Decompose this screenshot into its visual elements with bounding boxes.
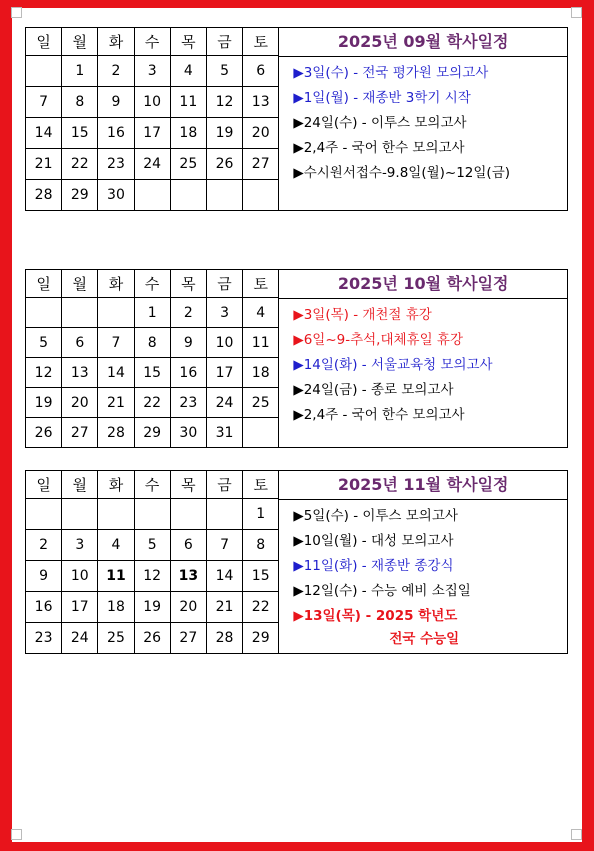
calendar-day-cell: 18 (98, 592, 134, 623)
calendar-day-cell: 3 (134, 56, 170, 87)
calendar-day-cell: 3 (62, 530, 98, 561)
calendar-day-cell (26, 298, 62, 328)
calendar-week-row (26, 180, 279, 211)
calendar-day-cell: 26 (206, 149, 242, 180)
event-list (279, 299, 567, 428)
calendar-day-cell: 7 (98, 328, 134, 358)
event-item: ▶5일(수) - 이투스 모의고사 (293, 508, 458, 524)
calendar-day-cell: 26 (26, 418, 62, 448)
weekday-label: 월 (62, 471, 98, 499)
calendar-day-cell: 10 (134, 87, 170, 118)
weekday-label: 일 (26, 471, 62, 499)
calendar-grid (25, 269, 279, 448)
calendar-day-cell: 19 (206, 118, 242, 149)
calendar-day-cell: 17 (62, 592, 98, 623)
event-item: ▶3일(목) - 개천절 휴강 (293, 307, 432, 323)
weekday-label: 수 (134, 28, 170, 56)
calendar-day-cell: 24 (62, 623, 98, 654)
calendar-week-row (26, 530, 279, 561)
calendar-day-cell: 5 (206, 56, 242, 87)
calendar-day-cell: 23 (170, 388, 206, 418)
calendar-day-cell: 19 (26, 388, 62, 418)
calendar-day-cell (134, 499, 170, 530)
calendar-day-cell: 25 (170, 149, 206, 180)
calendar-day-cell: 22 (134, 388, 170, 418)
calendar-day-cell: 22 (243, 592, 279, 623)
weekday-label: 화 (98, 270, 134, 298)
calendar-day-cell (134, 180, 170, 211)
calendar-day-cell: 25 (98, 623, 134, 654)
calendar-week-row (26, 358, 279, 388)
month-calendar-block (25, 269, 568, 448)
calendar-week-row (26, 118, 279, 149)
calendar-day-cell: 21 (206, 592, 242, 623)
weekday-label: 화 (98, 471, 134, 499)
calendar-day-cell: 28 (26, 180, 62, 211)
calendar-day-cell: 11 (170, 87, 206, 118)
calendar-day-cell: 14 (206, 561, 242, 592)
calendar-day-cell (62, 298, 98, 328)
calendar-week-row (26, 592, 279, 623)
event-item: ▶3일(수) - 전국 평가원 모의고사 (293, 65, 489, 81)
calendar-day-cell: 23 (26, 623, 62, 654)
weekday-header-row (26, 471, 279, 499)
calendar-day-cell (26, 56, 62, 87)
calendar-day-cell: 5 (26, 328, 62, 358)
schedule-panel (279, 269, 568, 448)
calendar-day-cell: 11 (243, 328, 279, 358)
calendar-day-cell (206, 180, 242, 211)
calendar-day-cell: 29 (243, 623, 279, 654)
calendar-day-cell: 10 (62, 561, 98, 592)
calendar-day-cell: 24 (134, 149, 170, 180)
calendar-day-cell: 15 (62, 118, 98, 149)
weekday-label: 수 (134, 270, 170, 298)
calendar-day-cell (62, 499, 98, 530)
calendar-day-cell: 12 (134, 561, 170, 592)
calendar-day-cell (26, 499, 62, 530)
calendar-day-cell: 14 (26, 118, 62, 149)
weekday-label: 목 (170, 471, 206, 499)
calendar-week-row (26, 298, 279, 328)
calendar-day-cell: 28 (98, 418, 134, 448)
calendar-day-cell: 16 (98, 118, 134, 149)
calendar-day-cell: 8 (62, 87, 98, 118)
calendar-day-cell: 20 (243, 118, 279, 149)
calendar-day-cell: 8 (243, 530, 279, 561)
calendar-week-row (26, 499, 279, 530)
weekday-label: 화 (98, 28, 134, 56)
calendar-day-cell: 30 (170, 418, 206, 448)
calendar-day-cell (243, 180, 279, 211)
calendar-day-cell: 3 (206, 298, 242, 328)
calendar-day-cell: 2 (170, 298, 206, 328)
calendar-day-cell: 29 (62, 180, 98, 211)
event-item: ▶12일(수) - 수능 예비 소집일 (293, 583, 471, 599)
calendar-day-cell: 22 (62, 149, 98, 180)
calendar-day-cell (243, 418, 279, 448)
calendar-day-cell: 16 (170, 358, 206, 388)
calendar-day-cell: 5 (134, 530, 170, 561)
event-item: ▶2,4주 - 국어 한수 모의고사 (293, 140, 465, 156)
calendar-day-cell: 8 (134, 328, 170, 358)
calendar-day-cell: 27 (170, 623, 206, 654)
calendar-day-cell: 19 (134, 592, 170, 623)
calendar-day-cell: 7 (206, 530, 242, 561)
calendar-week-row (26, 149, 279, 180)
calendar-day-cell: 27 (62, 418, 98, 448)
calendar-day-cell: 30 (98, 180, 134, 211)
month-calendar-block (25, 470, 568, 654)
calendar-day-cell: 26 (134, 623, 170, 654)
calendar-day-cell: 29 (134, 418, 170, 448)
month-calendar-block (25, 27, 568, 211)
calendar-day-cell (206, 499, 242, 530)
calendar-day-cell (170, 499, 206, 530)
calendar-day-cell: 4 (243, 298, 279, 328)
weekday-label: 목 (170, 28, 206, 56)
calendar-week-row (26, 623, 279, 654)
calendar-day-cell: 15 (134, 358, 170, 388)
calendar-day-cell: 17 (206, 358, 242, 388)
calendar-day-cell: 21 (26, 149, 62, 180)
event-item: ▶10일(월) - 대성 모의고사 (293, 533, 454, 549)
weekday-label: 월 (62, 270, 98, 298)
calendar-day-cell: 16 (26, 592, 62, 623)
calendar-day-cell: 17 (134, 118, 170, 149)
weekday-label: 목 (170, 270, 206, 298)
calendar-day-cell: 2 (98, 56, 134, 87)
calendar-week-row (26, 561, 279, 592)
weekday-label: 토 (243, 471, 279, 499)
calendar-day-cell: 6 (62, 328, 98, 358)
calendar-week-row (26, 56, 279, 87)
calendar-day-cell: 6 (243, 56, 279, 87)
calendar-day-cell: 11 (98, 561, 134, 592)
calendar-day-cell: 31 (206, 418, 242, 448)
calendar-day-cell: 20 (62, 388, 98, 418)
calendar-grid (25, 470, 279, 654)
weekday-header-row (26, 270, 279, 298)
event-item: ▶6일~9-추석,대체휴일 휴강 (293, 332, 464, 348)
event-item: ▶13일(목) - 2025 학년도 (293, 608, 458, 624)
calendar-week-row (26, 388, 279, 418)
corner-mark (11, 829, 22, 840)
event-item: ▶24일(금) - 종로 모의고사 (293, 382, 454, 398)
weekday-label: 토 (243, 28, 279, 56)
calendar-day-cell: 25 (243, 388, 279, 418)
schedule-panel (279, 27, 568, 211)
calendar-day-cell: 18 (170, 118, 206, 149)
calendar-day-cell: 15 (243, 561, 279, 592)
calendar-day-cell: 12 (26, 358, 62, 388)
corner-mark (11, 7, 22, 18)
calendar-day-cell: 24 (206, 388, 242, 418)
corner-mark (571, 829, 582, 840)
event-item: ▶24일(수) - 이투스 모의고사 (293, 115, 467, 131)
calendar-day-cell: 7 (26, 87, 62, 118)
calendar-day-cell: 21 (98, 388, 134, 418)
calendar-day-cell: 13 (170, 561, 206, 592)
calendar-day-cell: 2 (26, 530, 62, 561)
schedule-panel (279, 470, 568, 654)
schedule-title: 2025년 09월 학사일정 (279, 28, 567, 57)
corner-mark (571, 7, 582, 18)
calendar-day-cell: 1 (134, 298, 170, 328)
calendar-day-cell: 14 (98, 358, 134, 388)
calendar-day-cell: 4 (170, 56, 206, 87)
calendar-day-cell (98, 499, 134, 530)
weekday-header-row (26, 28, 279, 56)
calendar-day-cell: 6 (170, 530, 206, 561)
calendar-day-cell: 9 (98, 87, 134, 118)
calendar-day-cell: 13 (62, 358, 98, 388)
calendar-day-cell: 27 (243, 149, 279, 180)
calendar-day-cell: 23 (98, 149, 134, 180)
event-list (279, 500, 567, 649)
calendar-week-row (26, 328, 279, 358)
weekday-label: 금 (206, 270, 242, 298)
calendar-day-cell: 1 (62, 56, 98, 87)
calendar-day-cell: 4 (98, 530, 134, 561)
calendar-grid (25, 27, 279, 211)
calendar-day-cell: 28 (206, 623, 242, 654)
event-list (279, 57, 567, 186)
calendar-day-cell: 10 (206, 328, 242, 358)
calendar-day-cell (98, 298, 134, 328)
calendar-day-cell: 9 (170, 328, 206, 358)
event-item: ▶1일(월) - 재종반 3학기 시작 (293, 90, 471, 106)
weekday-label: 금 (206, 28, 242, 56)
calendar-day-cell: 1 (243, 499, 279, 530)
schedule-title: 2025년 10월 학사일정 (279, 270, 567, 299)
schedule-title: 2025년 11월 학사일정 (279, 471, 567, 500)
weekday-label: 토 (243, 270, 279, 298)
event-item: 전국 수능일 (389, 631, 460, 647)
event-item: ▶14일(화) - 서울교육청 모의고사 (293, 357, 493, 373)
event-item: ▶11일(화) - 재종반 종강식 (293, 558, 454, 574)
event-item: ▶수시원서접수-9.8일(월)~12일(금) (293, 165, 511, 181)
weekday-label: 월 (62, 28, 98, 56)
calendar-week-row (26, 87, 279, 118)
weekday-label: 일 (26, 270, 62, 298)
calendar-day-cell (170, 180, 206, 211)
calendar-day-cell: 12 (206, 87, 242, 118)
weekday-label: 수 (134, 471, 170, 499)
calendar-day-cell: 20 (170, 592, 206, 623)
weekday-label: 일 (26, 28, 62, 56)
weekday-label: 금 (206, 471, 242, 499)
calendar-week-row (26, 418, 279, 448)
event-item: ▶2,4주 - 국어 한수 모의고사 (293, 407, 465, 423)
calendar-day-cell: 9 (26, 561, 62, 592)
calendar-day-cell: 13 (243, 87, 279, 118)
calendar-day-cell: 18 (243, 358, 279, 388)
